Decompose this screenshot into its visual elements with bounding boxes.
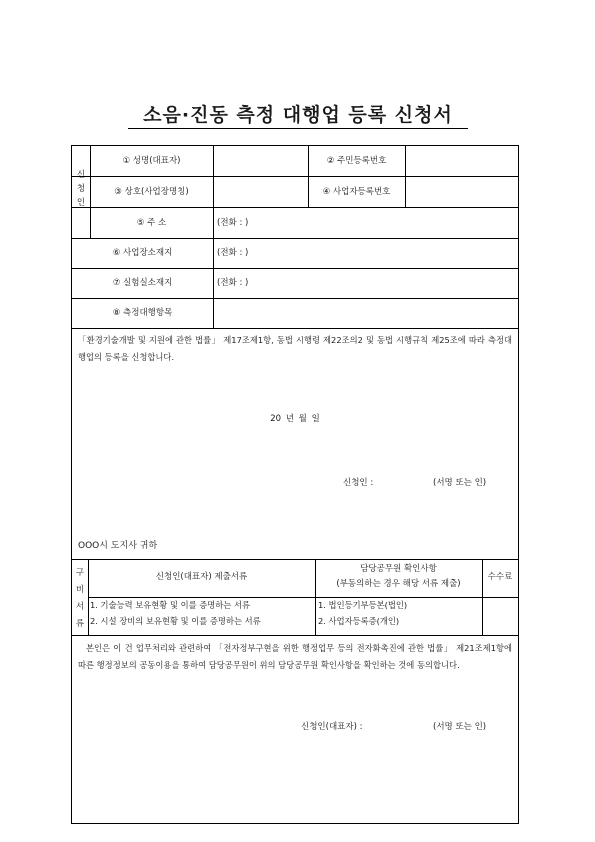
company-label: ③ 상호(사업장명칭) xyxy=(114,187,189,197)
submit-doc-item: 1. 기술능력 보유현황 및 이를 증명하는 서류 xyxy=(90,600,250,610)
verify-header: 담당공무원 확인사항 xyxy=(360,564,437,574)
divider xyxy=(405,146,406,207)
divider xyxy=(72,298,518,299)
bizno-label: ④ 사업자등록번호 xyxy=(322,187,391,197)
office-phone-field[interactable]: (전화 : ) xyxy=(217,248,249,258)
verify-doc-item: 1. 법인등기부등본(법인) xyxy=(318,600,408,610)
required-docs-label: 구 비 서 류 xyxy=(75,568,85,629)
divider xyxy=(482,559,483,635)
divider xyxy=(72,176,518,177)
lab-phone-field[interactable]: (전화 : ) xyxy=(217,278,249,288)
divider xyxy=(72,635,518,636)
lab-location-label: ⑦ 실험실소재지 xyxy=(112,278,173,288)
form-title: 소음·진동 측정 대행업 등록 신청서 xyxy=(128,100,468,129)
consent-statement: 본인은 이 건 업무처리와 관련하여 「전자정부구현을 위한 행정업무 등의 전자화촉진에 관한 법률」 제21조제1항에 따른 행정정보의 공동이용을 통하여 담당공무원이 위의 담당공무원 확인사항을 확인하는 것에 동의합니다. xyxy=(78,643,512,670)
submit-doc-item: 2. 시설 장비의 보유현황 및 이를 증명하는 서류 xyxy=(90,616,261,626)
divider xyxy=(72,268,518,269)
divider xyxy=(72,238,518,239)
address-phone-field[interactable]: (전화 : ) xyxy=(217,218,249,228)
rrn-label: ② 주민등록번호 xyxy=(326,156,387,166)
name-label: ① 성명(대표자) xyxy=(122,156,181,166)
divider xyxy=(88,597,518,598)
consent-signature-note: (서명 또는 인) xyxy=(433,722,487,732)
divider xyxy=(72,207,518,208)
office-location-label: ⑥ 사업장소재지 xyxy=(112,248,173,258)
submit-docs-header: 신청인(대표자) 제출서류 xyxy=(155,572,248,582)
applicant-section-label: 신 청 인 xyxy=(76,170,86,208)
divider xyxy=(72,328,518,329)
divider xyxy=(72,559,518,560)
measurement-items-label: ⑧ 측정대행항목 xyxy=(112,308,173,318)
verify-doc-item: 2. 사업자등록증(개인) xyxy=(318,616,400,626)
signature-note: (서명 또는 인) xyxy=(433,478,487,488)
applicant-signature-label: 신청인 : xyxy=(343,478,374,488)
application-date: 20 년 월 일 xyxy=(270,414,320,424)
divider xyxy=(213,146,214,328)
address-label: ⑤ 주 소 xyxy=(136,218,167,228)
divider xyxy=(88,559,89,635)
application-statement: 「환경기술개발 및 지원에 관한 법률」 제17조제1항, 동법 시행령 제22조의2 및 동법 시행규칙 제25조에 따라 측정대행업의 등록을 신청합니다. xyxy=(78,335,512,362)
verify-header-note: (부동의하는 경우 해당 서류 제출) xyxy=(336,579,461,589)
recipient: OOO시 도지사 귀하 xyxy=(78,541,158,551)
consent-signature-label: 신청인(대표자) : xyxy=(301,722,363,732)
fee-header: 수수료 xyxy=(487,572,513,582)
application-form xyxy=(71,145,519,824)
